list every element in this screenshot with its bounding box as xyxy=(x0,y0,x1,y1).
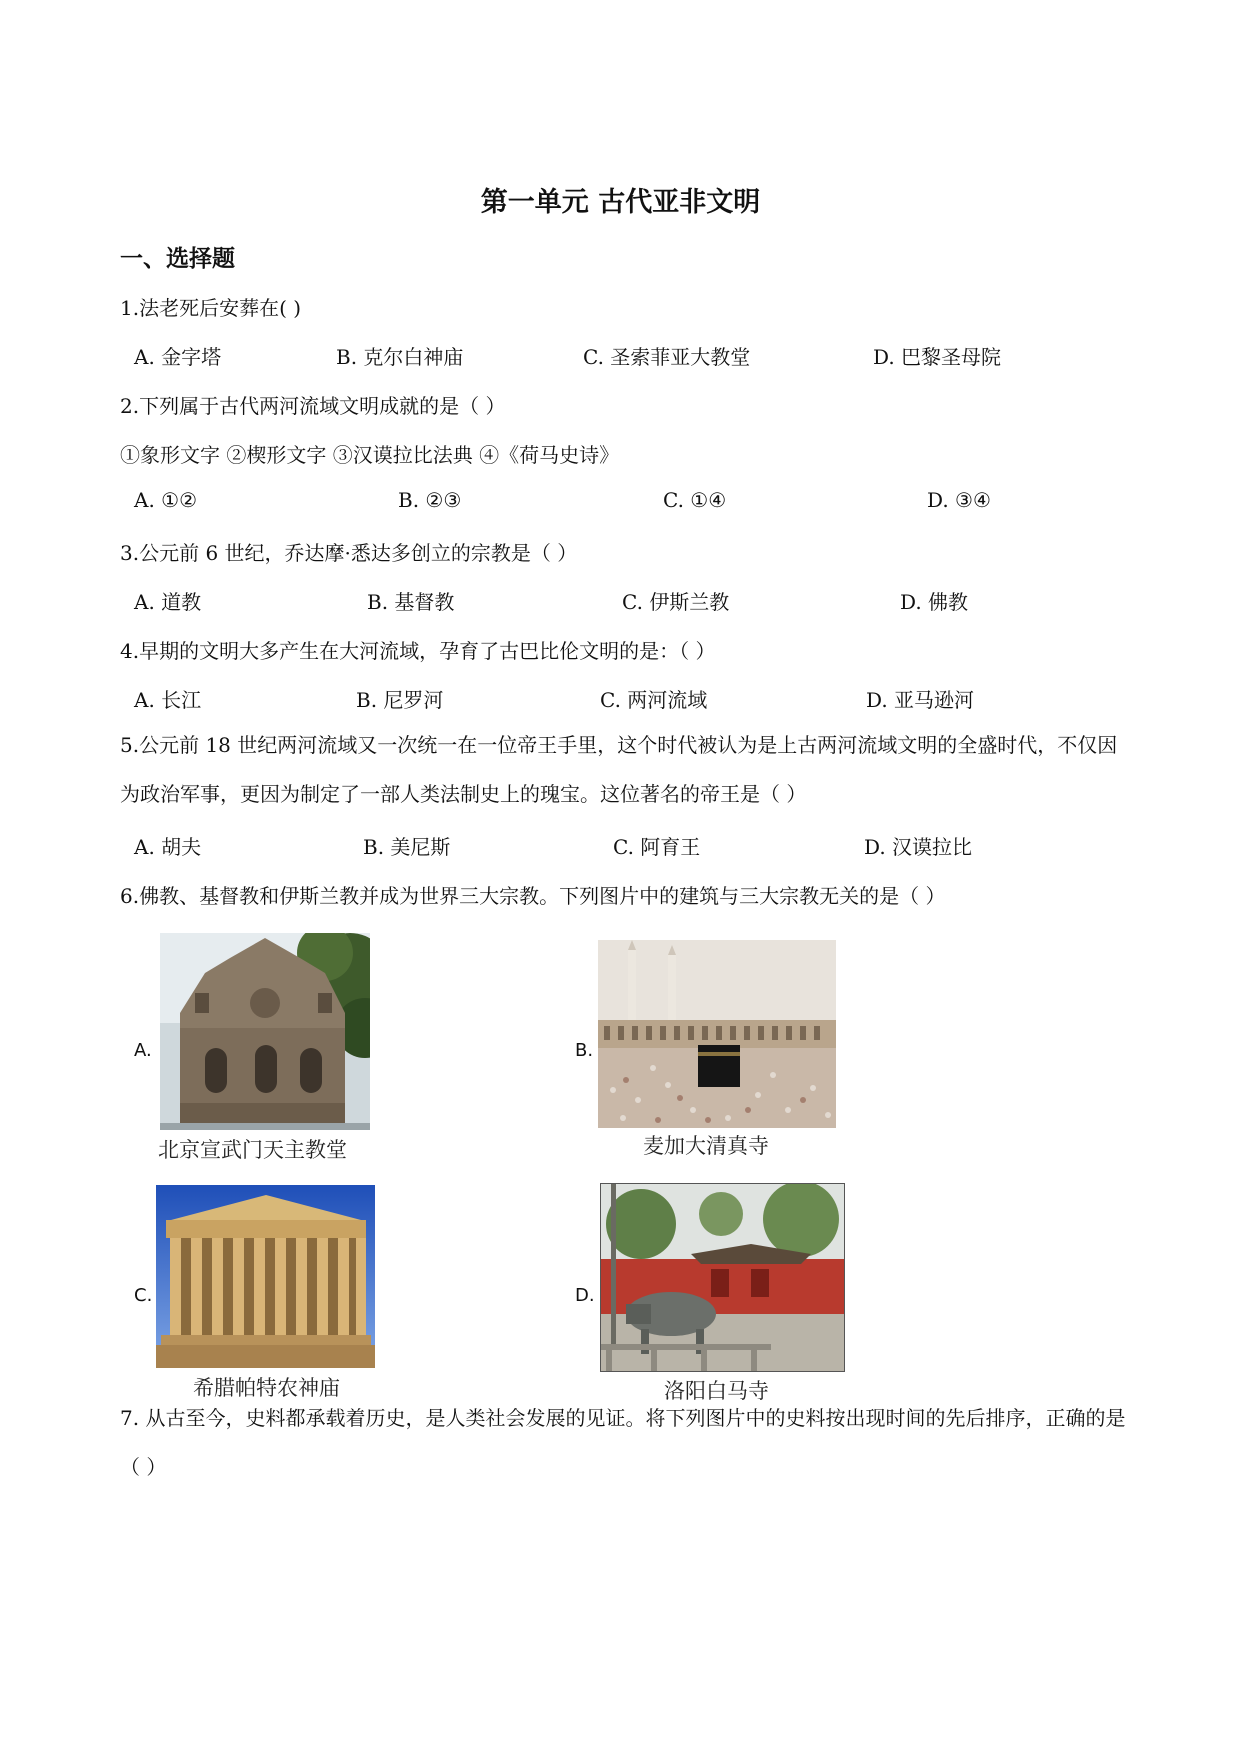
question-5-option-c[interactable]: C. 阿育王 xyxy=(613,835,701,859)
question-4-stem: 4.早期的文明大多产生在大河流域，孕育了古巴比伦文明的是：（ ） xyxy=(120,639,716,663)
temple-photo[interactable] xyxy=(600,1183,845,1372)
question-3-option-d[interactable]: D. 佛教 xyxy=(900,590,969,614)
question-5-option-a[interactable]: A. 胡夫 xyxy=(134,835,202,859)
question-1-stem: 1.法老死后安葬在( ) xyxy=(120,296,302,320)
question-1-option-b[interactable]: B. 克尔白神庙 xyxy=(336,345,464,369)
question-1-option-a[interactable]: A. 金字塔 xyxy=(134,345,222,369)
question-2-stem: 2.下列属于古代两河流域文明成就的是（ ） xyxy=(120,394,506,418)
question-6-option-d-caption: 洛阳白马寺 xyxy=(664,1379,769,1403)
question-6-option-c-caption: 希腊帕特农神庙 xyxy=(193,1376,340,1400)
mosque-photo[interactable] xyxy=(598,940,836,1128)
section-heading: 一、选择题 xyxy=(120,245,235,272)
page-title: 第一单元 古代亚非文明 xyxy=(480,187,761,218)
question-3-option-b[interactable]: B. 基督教 xyxy=(367,590,455,614)
question-2-option-a[interactable]: A. ①② xyxy=(134,488,198,512)
question-5-stem: 5.公元前 18 世纪两河流域又一次统一在一位帝王手里，这个时代被认为是上古两河流域文明的全盛时代，不仅因为政治军事，更因为制定了一部人类法制史上的瑰宝。这位著名的帝王是（ ） xyxy=(120,733,1118,806)
question-4-option-a[interactable]: A. 长江 xyxy=(134,688,202,712)
church-photo[interactable] xyxy=(160,933,370,1130)
question-6-option-c-label[interactable]: C. xyxy=(134,1285,153,1306)
question-6-option-a-label[interactable]: A. xyxy=(134,1040,152,1061)
question-6-stem: 6.佛教、基督教和伊斯兰教并成为世界三大宗教。下列图片中的建筑与三大宗教无关的是（ ） xyxy=(120,884,946,908)
question-1-option-c[interactable]: C. 圣索菲亚大教堂 xyxy=(583,345,751,369)
question-5-option-b[interactable]: B. 美尼斯 xyxy=(363,835,451,859)
question-6-option-b-label[interactable]: B. xyxy=(575,1040,594,1061)
question-1-option-d[interactable]: D. 巴黎圣母院 xyxy=(873,345,1002,369)
question-2-option-d[interactable]: D. ③④ xyxy=(927,488,991,512)
question-6-option-a-caption: 北京宣武门天主教堂 xyxy=(158,1138,347,1162)
question-3-option-c[interactable]: C. 伊斯兰教 xyxy=(622,590,730,614)
question-2-items: ①象形文字 ②楔形文字 ③汉谟拉比法典 ④《荷马史诗》 xyxy=(120,443,620,467)
question-2-option-b[interactable]: B. ②③ xyxy=(398,488,462,512)
question-5-option-d[interactable]: D. 汉谟拉比 xyxy=(864,835,973,859)
question-3-stem: 3.公元前 6 世纪，乔达摩·悉达多创立的宗教是（ ） xyxy=(120,541,578,565)
question-4-option-c[interactable]: C. 两河流域 xyxy=(600,688,708,712)
question-6-option-b-caption: 麦加大清真寺 xyxy=(643,1134,769,1158)
question-4-option-d[interactable]: D. 亚马逊河 xyxy=(866,688,975,712)
question-6-option-d-label[interactable]: D. xyxy=(575,1285,595,1306)
question-2-option-c[interactable]: C. ①④ xyxy=(663,488,727,512)
question-7-stem: 7. 从古至今，史料都承载着历史，是人类社会发展的见证。将下列图片中的史料按出现时间的先后排序，正确的是（ ） xyxy=(120,1406,1126,1479)
question-3-option-a[interactable]: A. 道教 xyxy=(134,590,202,614)
parthenon-photo[interactable] xyxy=(156,1185,375,1368)
question-4-option-b[interactable]: B. 尼罗河 xyxy=(356,688,444,712)
